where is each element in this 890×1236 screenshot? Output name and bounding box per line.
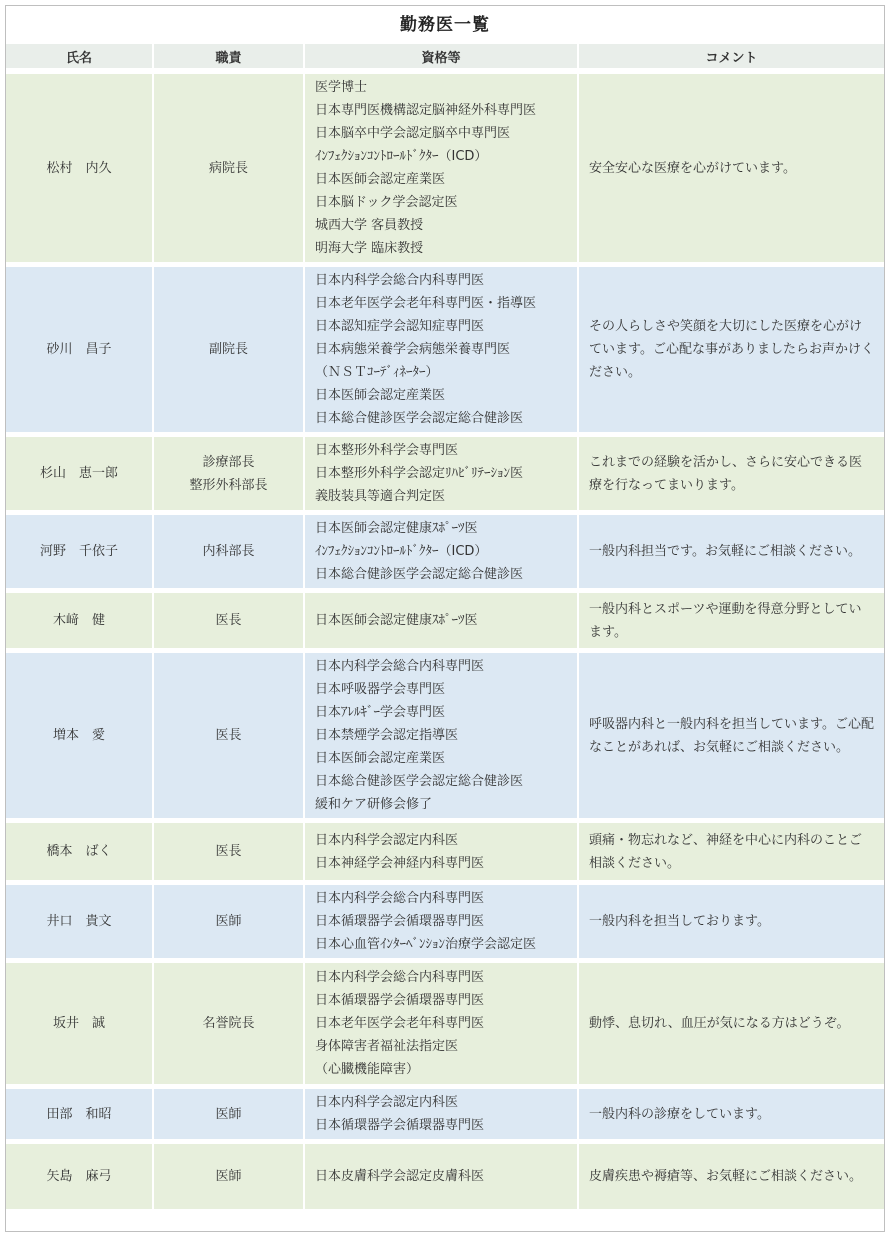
doctor-comment: 呼吸器内科と一般内科を担当しています。ご心配なことがあれば、お気軽にご相談ください。 bbox=[578, 651, 884, 821]
header-name: 氏名 bbox=[6, 44, 153, 71]
doctor-list-panel bbox=[5, 5, 885, 1232]
role-line: 整形外科部長 bbox=[189, 477, 268, 493]
qualification-line: （ＮＳＴｺｰﾃﾞｨﾈｰﾀｰ） bbox=[315, 365, 439, 380]
table-row bbox=[6, 821, 884, 883]
header-comment: コメント bbox=[578, 44, 884, 71]
qualification-line: 日本神経学会神経内科専門医 bbox=[315, 855, 485, 871]
doctor-role bbox=[153, 961, 304, 1087]
qualification-line: 日本脳卒中学会認定脳卒中専門医 bbox=[315, 126, 511, 141]
doctor-name: 矢島 麻弓 bbox=[6, 1142, 153, 1212]
qualification-line: 日本内科学会総合内科専門医 bbox=[315, 273, 485, 288]
qualifications bbox=[304, 513, 578, 591]
doctor-role bbox=[153, 1142, 304, 1212]
qualification-line: 日本ｱﾚﾙｷﾞｰ学会専門医 bbox=[315, 705, 446, 720]
table-row bbox=[6, 435, 884, 513]
table-row bbox=[6, 1142, 884, 1212]
qualification-line: 日本内科学会認定内科医 bbox=[315, 1095, 459, 1110]
qualification-line: 日本整形外科学会認定ﾘﾊﾋﾞﾘﾃｰｼｮﾝ医 bbox=[315, 466, 524, 481]
doctor-name: 増本 愛 bbox=[6, 651, 153, 821]
qualification-line: 日本内科学会総合内科専門医 bbox=[315, 891, 485, 906]
qualification-line: 日本皮膚科学会認定皮膚科医 bbox=[315, 1169, 485, 1184]
qualification-line: 日本循環器学会循環器専門医 bbox=[315, 914, 485, 929]
qualification-line: 城西大学 客員教授 bbox=[315, 218, 424, 233]
role-line: 医長 bbox=[215, 844, 242, 859]
role-line: 名誉院長 bbox=[202, 1016, 255, 1031]
doctor-name: 杉山 恵一郎 bbox=[6, 435, 153, 513]
qualification-line: 日本整形外科学会専門医 bbox=[315, 443, 459, 458]
qualification-line: 日本老年医学会老年科専門医 bbox=[315, 1016, 485, 1031]
qualification-line: 日本医師会認定健康ｽﾎﾟｰﾂ医 bbox=[315, 521, 478, 536]
qualifications bbox=[304, 883, 578, 961]
qualification-line: （心臓機能障害） bbox=[315, 1062, 420, 1077]
role-line: 医師 bbox=[215, 1169, 242, 1184]
doctor-comment: 一般内科とスポーツや運動を得意分野としています。 bbox=[578, 591, 884, 651]
table-row bbox=[6, 591, 884, 651]
table-row bbox=[6, 961, 884, 1087]
doctor-name: 井口 貴文 bbox=[6, 883, 153, 961]
doctor-role bbox=[153, 513, 304, 591]
doctor-name: 田部 和昭 bbox=[6, 1087, 153, 1142]
doctor-name: 木﨑 健 bbox=[6, 591, 153, 651]
header-qualifications: 資格等 bbox=[304, 44, 578, 71]
qualifications bbox=[304, 1142, 578, 1212]
role-line: 医師 bbox=[215, 914, 242, 929]
role-line: 内科部長 bbox=[202, 544, 255, 559]
qualification-line: 医学博士 bbox=[315, 80, 368, 95]
qualifications bbox=[304, 265, 578, 435]
doctor-role bbox=[153, 651, 304, 821]
qualification-line: 日本内科学会総合内科専門医 bbox=[315, 970, 485, 985]
doctor-comment: 皮膚疾患や褥瘡等、お気軽にご相談ください。 bbox=[578, 1142, 884, 1212]
doctor-role bbox=[153, 71, 304, 265]
role-line: 副院長 bbox=[208, 342, 248, 357]
doctor-role bbox=[153, 821, 304, 883]
qualification-line: 日本医師会認定健康ｽﾎﾟｰﾂ医 bbox=[315, 613, 478, 628]
role-line: 病院長 bbox=[208, 160, 248, 176]
doctor-name: 橋本 ばく bbox=[6, 821, 153, 883]
qualifications bbox=[304, 961, 578, 1087]
role-line: 医師 bbox=[215, 1106, 242, 1122]
qualification-line: 日本医師会認定産業医 bbox=[315, 172, 446, 187]
doctor-name: 坂井 誠 bbox=[6, 961, 153, 1087]
qualifications bbox=[304, 1087, 578, 1142]
qualification-line: 緩和ケア研修会修了 bbox=[315, 797, 433, 812]
role-line: 診療部長 bbox=[202, 454, 255, 470]
qualification-line: 日本病態栄養学会病態栄養専門医 bbox=[315, 342, 511, 357]
qualification-line: 身体障害者福祉法指定医 bbox=[315, 1039, 459, 1054]
doctor-role bbox=[153, 1087, 304, 1142]
qualification-line: ｲﾝﾌｪｸｼｮﾝｺﾝﾄﾛｰﾙﾄﾞｸﾀｰ（ICD） bbox=[315, 149, 488, 164]
qualification-line: 日本内科学会認定内科医 bbox=[315, 832, 459, 848]
qualifications bbox=[304, 591, 578, 651]
doctor-comment: 頭痛・物忘れなど、神経を中心に内科のことご相談ください。 bbox=[578, 821, 884, 883]
qualification-line: 日本老年医学会老年科専門医・指導医 bbox=[315, 296, 537, 311]
role-line: 医長 bbox=[215, 728, 242, 743]
table-row bbox=[6, 513, 884, 591]
qualifications bbox=[304, 435, 578, 513]
doctor-comment: 動悸、息切れ、血圧が気になる方はどうぞ。 bbox=[578, 961, 884, 1087]
doctor-role bbox=[153, 883, 304, 961]
header-role: 職責 bbox=[153, 44, 304, 71]
doctor-role bbox=[153, 435, 304, 513]
qualification-line: ｲﾝﾌｪｸｼｮﾝｺﾝﾄﾛｰﾙﾄﾞｸﾀｰ（ICD） bbox=[315, 544, 488, 559]
role-line: 医長 bbox=[215, 613, 242, 628]
table-row bbox=[6, 71, 884, 265]
table-body bbox=[6, 71, 884, 1212]
qualification-line: 日本呼吸器学会専門医 bbox=[315, 682, 446, 697]
page-title: 勤務医一覧 bbox=[400, 15, 490, 35]
qualification-line: 日本内科学会総合内科専門医 bbox=[315, 659, 485, 674]
table-header-row bbox=[6, 44, 884, 71]
qualification-line: 日本禁煙学会認定指導医 bbox=[315, 728, 459, 743]
doctor-name: 松村 内久 bbox=[6, 71, 153, 265]
table-row bbox=[6, 883, 884, 961]
qualification-line: 明海大学 臨床教授 bbox=[315, 241, 424, 256]
qualification-line: 日本認知症学会認知症専門医 bbox=[315, 319, 485, 334]
table-row bbox=[6, 265, 884, 435]
qualifications bbox=[304, 651, 578, 821]
qualifications bbox=[304, 71, 578, 265]
qualification-line: 日本心血管ｲﾝﾀｰﾍﾞﾝｼｮﾝ治療学会認定医 bbox=[315, 937, 537, 952]
doctor-name: 河野 千依子 bbox=[6, 513, 153, 591]
qualification-line: 日本脳ドック学会認定医 bbox=[315, 195, 458, 210]
qualifications bbox=[304, 821, 578, 883]
table-row bbox=[6, 1087, 884, 1142]
doctor-comment: これまでの経験を活かし、さらに安心できる医療を行なってまいります。 bbox=[578, 435, 884, 513]
qualification-line: 義肢装具等適合判定医 bbox=[315, 489, 446, 504]
doctor-role bbox=[153, 591, 304, 651]
doctor-comment: 一般内科を担当しております。 bbox=[578, 883, 884, 961]
doctor-role bbox=[153, 265, 304, 435]
doctor-comment: 一般内科の診療をしています。 bbox=[578, 1087, 884, 1142]
qualification-line: 日本医師会認定産業医 bbox=[315, 751, 446, 766]
doctor-comment: 一般内科担当です。お気軽にご相談ください。 bbox=[578, 513, 884, 591]
qualification-line: 日本総合健診医学会認定総合健診医 bbox=[315, 411, 524, 426]
doctor-name: 砂川 昌子 bbox=[6, 265, 153, 435]
qualification-line: 日本循環器学会循環器専門医 bbox=[315, 993, 485, 1008]
doctor-table bbox=[6, 44, 884, 1214]
doctor-comment: その人らしさや笑顔を大切にした医療を心がけています。ご心配な事がありましたらお声かけください。 bbox=[578, 265, 884, 435]
qualification-line: 日本専門医機構認定脳神経外科専門医 bbox=[315, 103, 537, 118]
qualification-line: 日本医師会認定産業医 bbox=[315, 388, 446, 403]
qualification-line: 日本総合健診医学会認定総合健診医 bbox=[315, 774, 524, 789]
qualification-line: 日本総合健診医学会認定総合健診医 bbox=[315, 567, 524, 582]
table-row bbox=[6, 651, 884, 821]
doctor-comment: 安全安心な医療を心がけています。 bbox=[578, 71, 884, 265]
qualification-line: 日本循環器学会循環器専門医 bbox=[315, 1118, 485, 1133]
